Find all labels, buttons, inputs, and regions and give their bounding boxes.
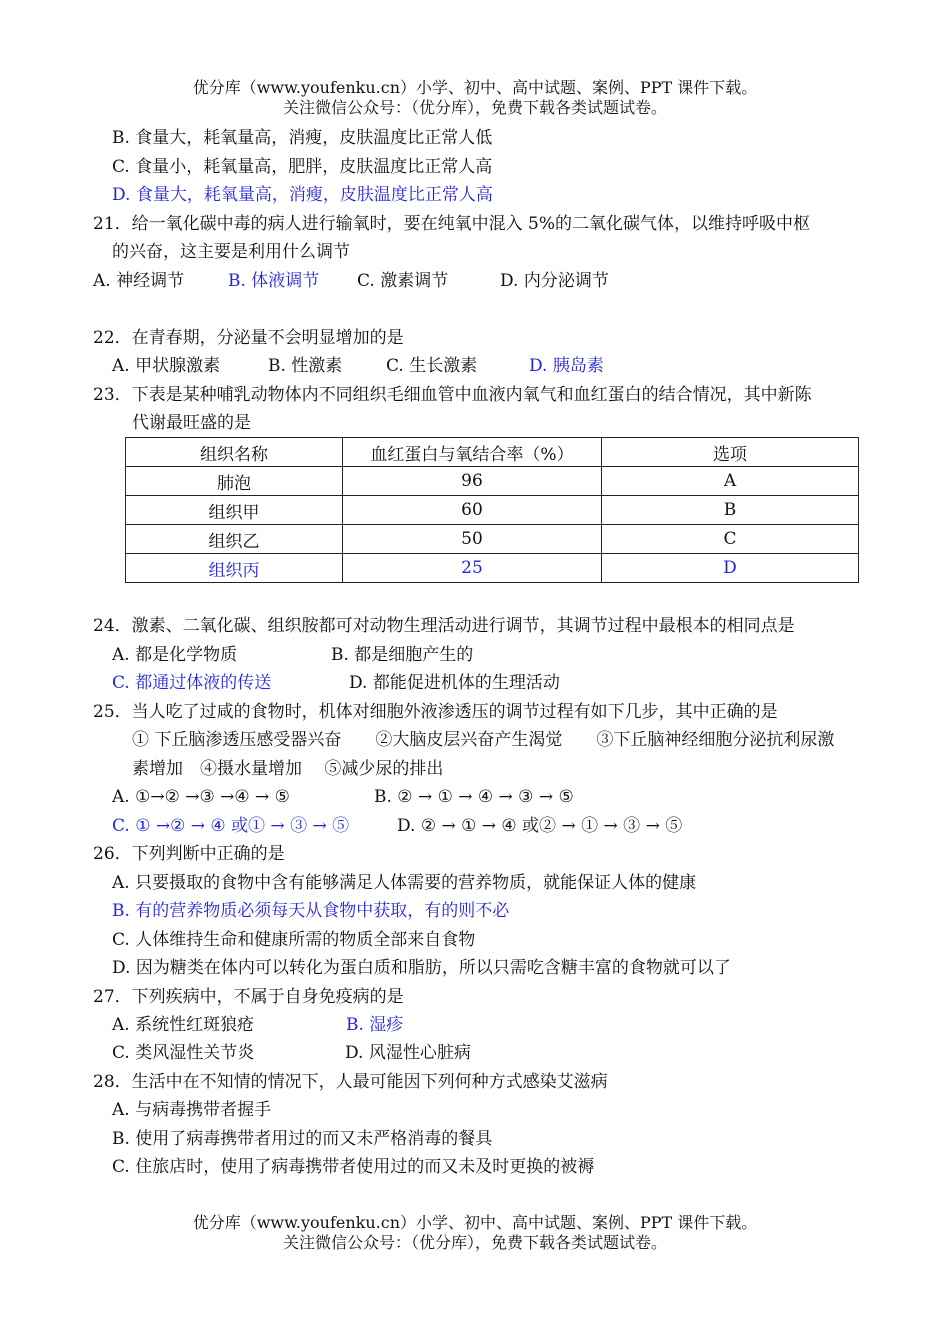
table-row bbox=[126, 525, 859, 554]
page-footer-line1: 优分库（www.youfenku.cn）小学、初中、高中试题、案例、PPT 课件下载。 bbox=[192, 1213, 758, 1232]
q25-option-d: D. ② → ① → ④ 或② → ① → ③ → ⑤ bbox=[397, 816, 683, 836]
q25-option-a: A. ①→② →③ →④ → ⑤ bbox=[112, 787, 290, 807]
q22-option-d-answer: D. 胰岛素 bbox=[529, 356, 604, 376]
q21-stem-line1: 21．给一氧化碳中毒的病人进行输氧时，要在纯氧中混入 5%的二氧化碳气体，以维持呼吸中枢 bbox=[93, 214, 811, 234]
q23-stem-line1: 23．下表是某种哺乳动物体内不同组织毛细血管中血液内氧气和血红蛋白的结合情况，其中新陈 bbox=[93, 385, 812, 405]
table-header-row bbox=[126, 438, 859, 467]
table-cell: C bbox=[602, 525, 859, 554]
q27-option-c: C. 类风湿性关节炎 bbox=[112, 1043, 255, 1063]
q24-option-d: D. 都能促进机体的生理活动 bbox=[349, 673, 560, 693]
q25-steps-line1: ① 下丘脑渗透压感受器兴奋 ②大脑皮层兴奋产生渴觉 ③下丘脑神经细胞分泌抗利尿激 bbox=[132, 730, 835, 750]
q25-steps-line2: 素增加 ④摄水量增加 ⑤减少尿的排出 bbox=[132, 759, 444, 779]
q26-option-a: A. 只要摄取的食物中含有能够满足人体需要的营养物质，就能保证人体的健康 bbox=[112, 873, 697, 893]
q21-stem-line2: 的兴奋，这主要是利用什么调节 bbox=[112, 242, 350, 262]
q23-data-table bbox=[125, 437, 859, 583]
q22-stem: 22．在青春期，分泌量不会明显增加的是 bbox=[93, 328, 404, 348]
q25-option-c-answer: C. ① →② → ④ 或① → ③ → ⑤ bbox=[112, 816, 350, 836]
q22-option-b: B. 性激素 bbox=[268, 356, 343, 376]
q23-stem-line2: 代谢最旺盛的是 bbox=[132, 413, 251, 433]
q28-option-a: A. 与病毒携带者握手 bbox=[112, 1100, 272, 1120]
q26-stem: 26．下列判断中正确的是 bbox=[93, 844, 285, 864]
q25-option-b: B. ② → ① → ④ → ③ → ⑤ bbox=[374, 787, 574, 807]
q20-option-c: C. 食量小，耗氧量高，肥胖，皮肤温度比正常人高 bbox=[112, 157, 493, 177]
page-header-line1: 优分库（www.youfenku.cn）小学、初中、高中试题、案例、PPT 课件下载。 bbox=[192, 78, 758, 97]
q27-option-d: D. 风湿性心脏病 bbox=[345, 1043, 471, 1063]
q20-option-d-answer: D. 食量大，耗氧量高，消瘦，皮肤温度比正常人高 bbox=[112, 185, 493, 205]
q27-stem: 27．下列疾病中，不属于自身免疫病的是 bbox=[93, 987, 404, 1007]
table-cell: 25 bbox=[343, 554, 602, 583]
table-cell: 组织丙 bbox=[126, 554, 343, 583]
table-header-cell: 组织名称 bbox=[126, 438, 343, 467]
q21-option-d: D. 内分泌调节 bbox=[500, 271, 609, 291]
table-cell: 96 bbox=[343, 467, 602, 496]
table-cell: 50 bbox=[343, 525, 602, 554]
q24-option-b: B. 都是细胞产生的 bbox=[331, 645, 474, 665]
q22-option-a: A. 甲状腺激素 bbox=[112, 356, 221, 376]
table-cell: 60 bbox=[343, 496, 602, 525]
q27-option-a: A. 系统性红斑狼疮 bbox=[112, 1015, 255, 1035]
q27-option-b-answer: B. 湿疹 bbox=[346, 1015, 404, 1035]
table-cell: A bbox=[602, 467, 859, 496]
q24-stem: 24．激素、二氧化碳、组织胺都可对动物生理活动进行调节，其调节过程中最根本的相同点是 bbox=[93, 616, 795, 636]
table-cell: 肺泡 bbox=[126, 467, 343, 496]
table-cell: 组织乙 bbox=[126, 525, 343, 554]
q24-option-a: A. 都是化学物质 bbox=[112, 645, 238, 665]
table-row bbox=[126, 467, 859, 496]
q22-option-c: C. 生长激素 bbox=[386, 356, 478, 376]
q21-option-a: A. 神经调节 bbox=[93, 271, 185, 291]
q28-stem: 28．生活中在不知情的情况下，人最可能因下列何种方式感染艾滋病 bbox=[93, 1072, 608, 1092]
table-row-answer bbox=[126, 554, 859, 583]
q28-option-b: B. 使用了病毒携带者用过的而又未严格消毒的餐具 bbox=[112, 1129, 493, 1149]
page-header-line2: 关注微信公众号：（优分库），免费下载各类试题试卷。 bbox=[282, 98, 667, 117]
page-footer-line2: 关注微信公众号：（优分库），免费下载各类试题试卷。 bbox=[282, 1233, 667, 1252]
table-cell: D bbox=[602, 554, 859, 583]
table-cell: 组织甲 bbox=[126, 496, 343, 525]
q20-option-b: B. 食量大，耗氧量高，消瘦，皮肤温度比正常人低 bbox=[112, 128, 493, 148]
table-header-cell: 血红蛋白与氧结合率（%） bbox=[343, 438, 602, 467]
table-cell: B bbox=[602, 496, 859, 525]
table-row bbox=[126, 496, 859, 525]
q25-stem: 25．当人吃了过咸的食物时，机体对细胞外液渗透压的调节过程有如下几步，其中正确的是 bbox=[93, 702, 778, 722]
q26-option-d: D. 因为糖类在体内可以转化为蛋白质和脂肪，所以只需吃含糖丰富的食物就可以了 bbox=[112, 958, 731, 978]
q21-option-b-answer: B. 体液调节 bbox=[228, 271, 320, 291]
q26-option-b-answer: B. 有的营养物质必须每天从食物中获取，有的则不必 bbox=[112, 901, 510, 921]
q24-option-c-answer: C. 都通过体液的传送 bbox=[112, 673, 272, 693]
q26-option-c: C. 人体维持生命和健康所需的物质全部来自食物 bbox=[112, 930, 476, 950]
q21-option-c: C. 激素调节 bbox=[357, 271, 449, 291]
q28-option-c: C. 住旅店时，使用了病毒携带者使用过的而又未及时更换的被褥 bbox=[112, 1157, 595, 1177]
table-header-cell: 选项 bbox=[602, 438, 859, 467]
